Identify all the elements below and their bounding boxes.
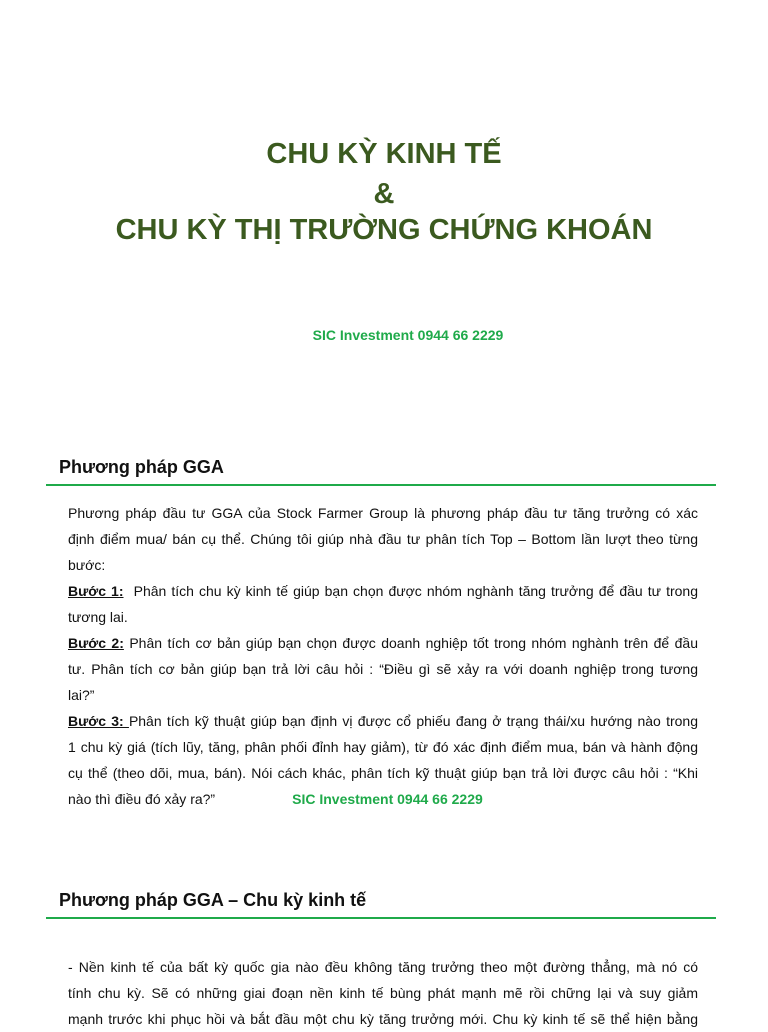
text-line: Phương pháp đầu tư GGA của Stock Farmer Group là phương pháp đầu tư tăng trưởng có xác [68,505,698,521]
step3-line [68,708,698,734]
text-line: - Nền kinh tế của bất kỳ quốc gia nào đều không tăng trưởng theo một đường thẳng, mà nó có [68,959,698,975]
contact-info: SIC Investment 0944 66 2229 [312,327,504,343]
text-line: 1 chu kỳ giá (tích lũy, tăng, phân phối đỉnh hay giảm), từ đó xác định điểm mua, bán và hành động [68,739,698,755]
step3-end: nào thì điều đó xảy ra?” [68,791,216,807]
step1-line [68,578,698,604]
section-divider [46,484,716,486]
contact-info-inline: SIC Investment 0944 66 2229 [292,791,483,807]
section-economic-cycle-body [68,954,698,1032]
text-line: lai?” [68,687,95,703]
text-line: bước: [68,557,106,573]
step1-label: Bước 1: [68,583,124,599]
step3-text: Phân tích kỹ thuật giúp bạn định vị được cổ phiếu đang ở trạng thái/xu hướng nào trong [128,713,698,729]
step1-text: Phân tích chu kỳ kinh tế giúp bạn chọn được nhóm nghành tăng trưởng để đầu tư trong [123,583,699,599]
doc-title-line2: CHU KỲ THỊ TRƯỜNG CHỨNG KHOÁN [115,214,653,246]
text-line: mạnh trước khi phục hồi và bắt đầu một chu kỳ tăng trưởng mới. Chu kỳ kinh tế sẽ thể hiện bằng [68,1011,698,1027]
text-line: cụ thể (theo dõi, mua, bán). Nói cách khác, phân tích kỹ thuật giúp bạn trả lời được câu hỏi : “Khi [68,765,698,781]
step3-label: Bước 3: [68,713,129,729]
text-line: tư. Phân tích cơ bản giúp bạn trả lời câu hỏi : “Điều gì sẽ xảy ra với doanh nghiệp trong tương [68,661,698,677]
step2-label: Bước 2: [68,635,124,651]
section-heading-gga: Phương pháp GGA [59,457,224,477]
step2-text: Phân tích cơ bản giúp bạn chọn được doanh nghiệp tốt trong nhóm nghành trên để đầu [123,635,698,651]
section-heading-economic-cycle: Phương pháp GGA – Chu kỳ kinh tế [59,890,367,910]
section-gga-body [68,500,698,812]
text-line: tính chu kỳ. Sẽ có những giai đoạn nền kinh tế bùng phát mạnh mẽ rồi chững lại và suy giảm [68,985,698,1001]
doc-title-ampersand: & [373,178,395,210]
text-line: định điểm mua/ bán cụ thể. Chúng tôi giúp nhà đầu tư phân tích Top – Bottom lần lượt theo từng [68,531,698,547]
section-divider [46,917,716,919]
step2-line [68,630,698,656]
doc-title-line1: CHU KỲ KINH TẾ [266,138,502,170]
text-line [68,786,698,812]
text-line: tương lai. [68,609,128,625]
